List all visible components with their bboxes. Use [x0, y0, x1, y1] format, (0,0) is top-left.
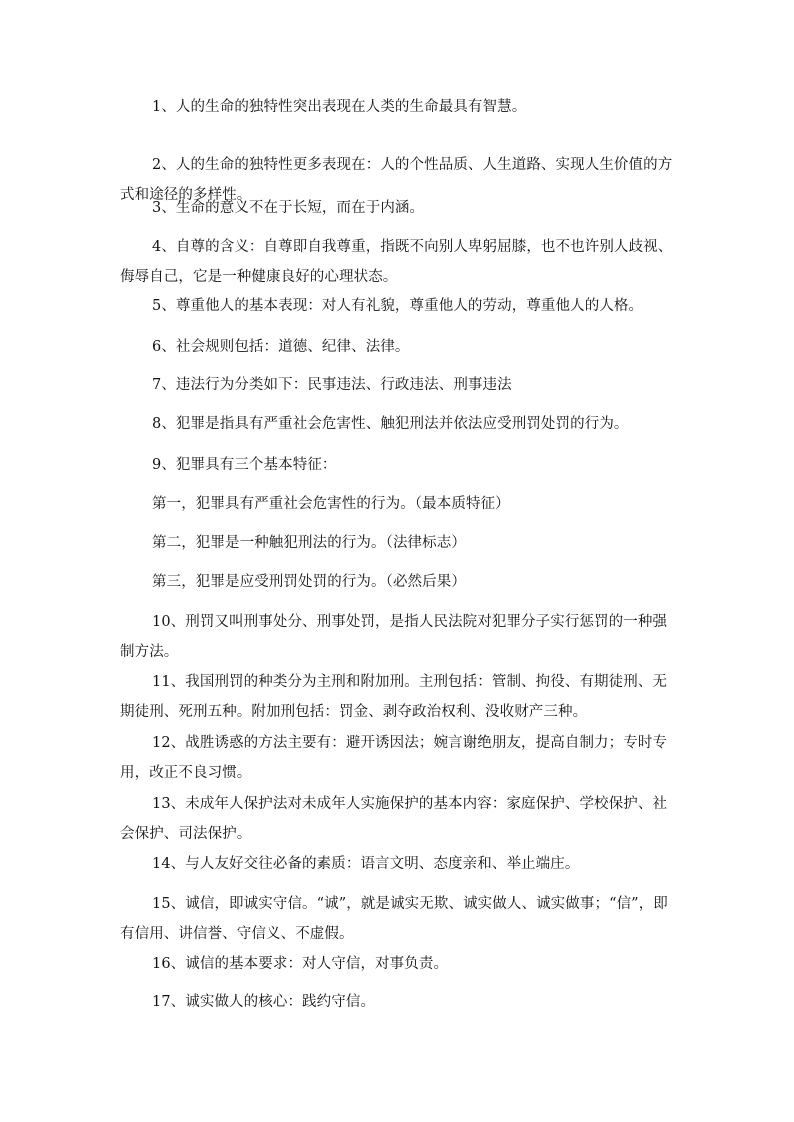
paragraph-text: 7、违法行为分类如下：民事违法、行政违法、刑事违法 [152, 377, 512, 393]
paragraph-text: 14、与人友好交往必备的素质：语言文明、态度亲和、举止端庄。 [152, 856, 580, 872]
paragraph-1 [120, 92, 680, 122]
paragraph-text: 4、自尊的含义：自尊即自我尊重，指既不向别人卑躬屈膝，也不也许别人歧视、侮辱自己，它是一种健康良好的心理状态。 [120, 239, 673, 285]
paragraph-text: 17、诚实做人的核心：践约守信。 [152, 994, 376, 1010]
paragraph-text: 13、未成年人保护法对未成年人实施保护的基本内容：家庭保护、学校保护、社会保护、司法保护。 [120, 796, 668, 842]
paragraph-text: 9、犯罪具有三个基本特征： [152, 457, 337, 473]
paragraph-text: 3、生命的意义不在于长短，而在于内涵。 [152, 200, 425, 216]
paragraph-16 [120, 789, 680, 849]
paragraph-text: 5、尊重他人的基本表现：对人有礼貌，尊重他人的劳动，尊重他人的人格。 [152, 298, 644, 314]
paragraph-text: 6、社会规则包括：道德、纪律、法律。 [152, 339, 410, 355]
paragraph-text: 第二，犯罪是一种触犯刑法的行为。（法律标志） [152, 535, 466, 551]
paragraph-18 [120, 889, 680, 949]
paragraph-text: 10、刑罚又叫刑事处分、刑事处罚，是指人民法院对犯罪分子实行惩罚的一种强制方法。 [120, 614, 668, 660]
paragraph-text: 16、诚信的基本要求：对人守信，对事负责。 [152, 956, 449, 972]
paragraph-13 [120, 607, 680, 667]
paragraph-text: 第三，犯罪是应受刑罚处罚的行为。（必然后果） [152, 574, 466, 590]
paragraph-text: 2、人的生命的独特性更多表现在：人的个性品质、人生道路、实现人生价值的方式和途径的多样性。 [120, 157, 673, 203]
paragraph-10 [120, 489, 680, 519]
paragraph-text: 12、战胜诱惑的方法主要有：避开诱因法；婉言谢绝朋友，提高自制力；专时专用，改正不良习惯。 [120, 735, 668, 781]
paragraph-15 [120, 728, 680, 788]
paragraph-17 [120, 849, 680, 879]
paragraph-text: 15、诚信，即诚实守信。“诚”，就是诚实无欺、诚实做人、诚实做事；“信”，即有信用、讲信誉、守信义、不虚假。 [120, 896, 668, 942]
paragraph-7 [120, 370, 680, 400]
paragraph-19 [120, 949, 680, 979]
paragraph-text: 1、人的生命的独特性突出表现在人类的生命最具有智慧。 [152, 99, 527, 115]
paragraph-5 [120, 291, 680, 321]
paragraph-text: 第一，犯罪具有严重社会危害性的行为。（最本质特征） [152, 496, 510, 512]
paragraph-14 [120, 667, 680, 727]
paragraph-20 [120, 987, 680, 1017]
paragraph-12 [120, 567, 680, 597]
paragraph-4 [120, 232, 680, 292]
paragraph-8 [120, 409, 680, 439]
paragraph-11 [120, 528, 680, 558]
paragraph-text: 8、犯罪是指具有严重社会危害性、触犯刑法并依法应受刑罚处罚的行为。 [152, 416, 629, 432]
paragraph-text: 11、我国刑罚的种类分为主刑和附加刑。主刑包括：管制、拘役、有期徒刑、无期徒刑、死刑五种。附加刑包括：罚金、剥夺政治权利、没收财产三种。 [120, 674, 668, 720]
paragraph-3 [120, 193, 680, 223]
paragraph-9 [120, 450, 680, 480]
paragraph-6 [120, 332, 680, 362]
